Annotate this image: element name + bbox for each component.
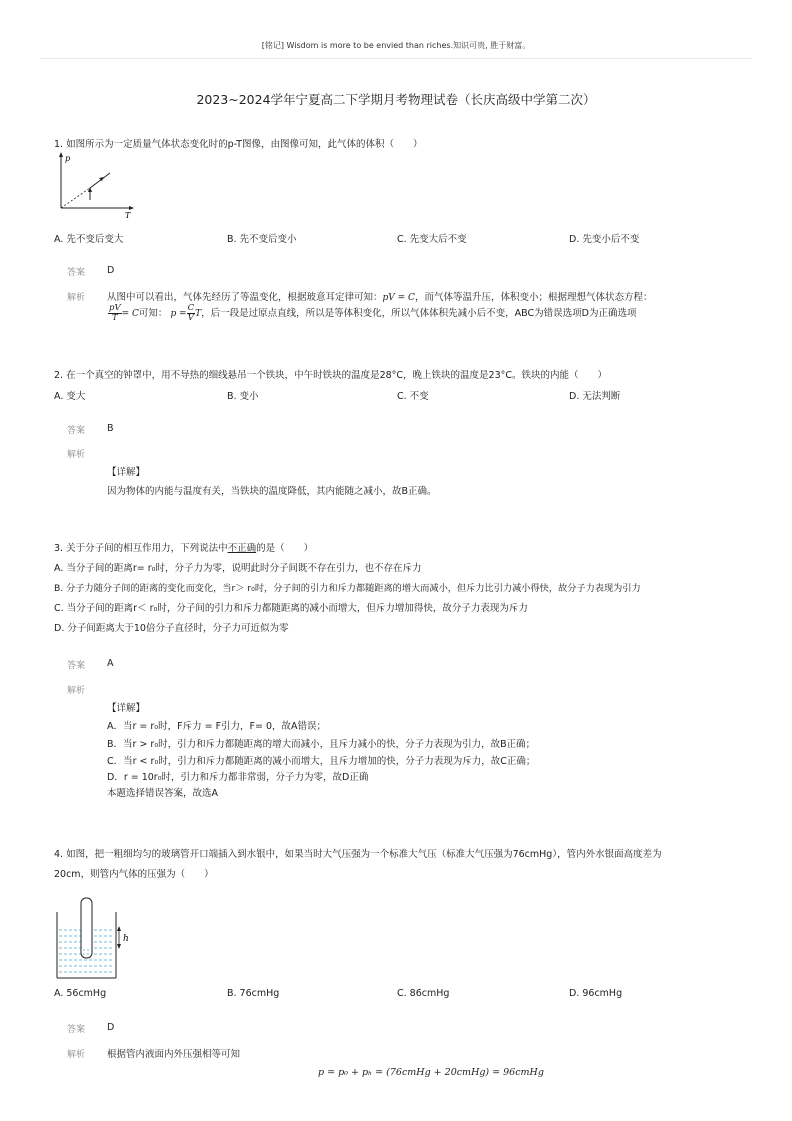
header-divider bbox=[40, 58, 752, 59]
q2-answer: B bbox=[107, 423, 114, 434]
q2-detail: 因为物体的内能与温度有关，当铁块的温度降低，其内能随之减小，故B正确。 bbox=[107, 486, 437, 497]
q2-option-d[interactable]: D. 无法判断 bbox=[569, 391, 621, 402]
q3-detail-c: C．当r < r₀时，引力和斥力都随距离的减小而增大，且斥力增加的快，分子力表现为斥力，故C正确； bbox=[107, 756, 536, 767]
q3-detail-b: B．当r > r₀时，引力和斥力都随距离的增大而减小，且斥力减小的快，分子力表现为引力，故B正确； bbox=[107, 739, 536, 750]
q1-axis-p: p bbox=[65, 154, 71, 163]
q1-option-d[interactable]: D. 先变小后不变 bbox=[569, 234, 640, 245]
q1-explanation-line2: $\frac{pV}{T}$ = C可知： p = $\frac{C}{V}$ T，后一段是过原点直线，所以是等体积变化，所以气体体积先减小后不变，ABC为错误选项D为正确选项 bbox=[109, 303, 637, 323]
q4-explanation: 根据管内液面内外压强相等可知 bbox=[107, 1049, 241, 1060]
q1-stem: 1. 如图所示为一定质量气体状态变化时的p-T图像，由图像可知，此气体的体积（ ） bbox=[54, 139, 423, 150]
q1-answer: D bbox=[107, 265, 115, 276]
q3-stem: 3. 关于分子间的相互作用力，下列说法中不正确的是（ ） bbox=[54, 543, 314, 554]
q3-option-a[interactable]: A. 当分子间的距离r= r₀时，分子力为零，说明此时分子间既不存在引力，也不存在斥力 bbox=[54, 563, 422, 574]
q3-analysis-label: 解析 bbox=[67, 686, 86, 696]
q3-detail-conclusion: 本题选择错误答案，故选A bbox=[107, 788, 218, 799]
q1-option-c[interactable]: C. 先变大后不变 bbox=[397, 234, 467, 245]
q4-option-b[interactable]: B. 76cmHg bbox=[227, 988, 280, 999]
q4-answer: D bbox=[107, 1022, 115, 1033]
q2-answer-label: 答案 bbox=[67, 426, 86, 436]
q4-option-d[interactable]: D. 96cmHg bbox=[569, 988, 623, 999]
q1-option-a[interactable]: A. 先不变后变大 bbox=[54, 234, 124, 245]
header-quote: [铭记] Wisdom is more to be envied than riches.知识可贵, 胜于财富。 bbox=[261, 41, 531, 50]
q2-analysis-label: 解析 bbox=[67, 450, 86, 460]
q3-detail-label: 【详解】 bbox=[107, 703, 146, 714]
page-title: 2023~2024学年宁夏高二下学期月考物理试卷（长庆高级中学第二次） bbox=[196, 92, 596, 107]
q1-axis-t: T bbox=[125, 211, 131, 220]
q3-answer-label: 答案 bbox=[67, 661, 86, 671]
q4-option-c[interactable]: C. 86cmHg bbox=[397, 988, 450, 999]
q1-answer-label: 答案 bbox=[67, 268, 86, 278]
q2-stem: 2. 在一个真空的钟罩中，用不导热的细线悬吊一个铁块，中午时铁块的温度是28°C，晚上铁块的温度是23°C。铁块的内能（ ） bbox=[54, 370, 608, 381]
q2-option-a[interactable]: A. 变大 bbox=[54, 391, 86, 402]
q3-answer: A bbox=[107, 658, 114, 669]
q3-detail-a: A．当r = r₀时，F斥力 = F引力，F= 0，故A错误； bbox=[107, 721, 327, 732]
q3-option-c[interactable]: C. 当分子间的距离r＜ r₀时，分子间的引力和斥力都随距离的减小而增大，但斥力增加得快，故分子力表现为斥力 bbox=[54, 603, 528, 614]
q3-option-b[interactable]: B. 分子力随分子间的距离的变化而变化，当r＞ r₀时，分子间的引力和斥力都随距离的增大而减小，但斥力比引力减小得快，故分子力表现为引力 bbox=[54, 583, 641, 594]
q4-stem-line2: 20cm，则管内气体的压强为（ ） bbox=[54, 869, 214, 880]
q4-analysis-label: 解析 bbox=[67, 1050, 86, 1060]
q4-formula: p = p₀ + pₕ = (76cmHg + 20cmHg) = 96cmHg bbox=[318, 1067, 544, 1078]
q4-tube-diagram bbox=[52, 890, 136, 982]
q2-option-b[interactable]: B. 变小 bbox=[227, 391, 259, 402]
q3-option-d[interactable]: D. 分子间距离大于10倍分子直径时，分子力可近似为零 bbox=[54, 623, 289, 634]
q4-label-h: h bbox=[123, 934, 129, 944]
q4-answer-label: 答案 bbox=[67, 1025, 86, 1035]
q2-detail-label: 【详解】 bbox=[107, 467, 146, 478]
q4-stem-line1: 4. 如图，把一粗细均匀的玻璃管开口端插入到水银中，如果当时大气压强为一个标准大气压（标准大气压强为76cmHg），管内外水银面高度差为 bbox=[54, 849, 662, 860]
q1-option-b[interactable]: B. 先不变后变小 bbox=[227, 234, 297, 245]
q1-analysis-label: 解析 bbox=[67, 293, 86, 303]
q2-option-c[interactable]: C. 不变 bbox=[397, 391, 429, 402]
q4-option-a[interactable]: A. 56cmHg bbox=[54, 988, 107, 999]
q1-pt-graph bbox=[52, 150, 138, 220]
q3-detail-d: D．r = 10r₀时，引力和斥力都非常弱，分子力为零，故D正确 bbox=[107, 772, 369, 783]
q1-explanation-line1: 从图中可以看出，气体先经历了等温变化，根据玻意耳定律可知：pV = C，而气体等温升压，体积变小；根据理想气体状态方程： bbox=[107, 292, 653, 303]
